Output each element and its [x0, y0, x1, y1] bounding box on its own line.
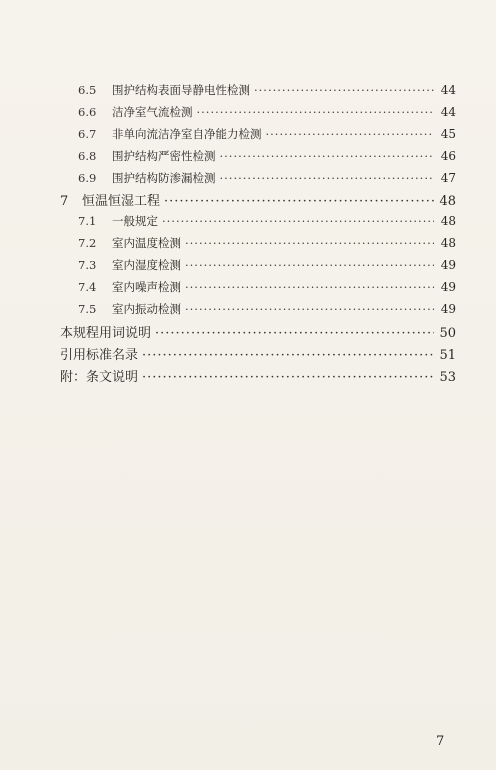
- section-number: 7.3: [78, 258, 97, 272]
- dot-leader: [142, 370, 434, 384]
- page-number: 48: [439, 194, 456, 208]
- dot-leader: [162, 214, 434, 228]
- dot-leader: [220, 149, 435, 163]
- dot-leader: [185, 258, 434, 272]
- toc-entry[interactable]: [78, 170, 456, 186]
- dot-leader: [185, 280, 434, 294]
- page-number: 51: [439, 348, 456, 362]
- dot-leader: [220, 171, 435, 185]
- toc-entry[interactable]: [78, 235, 456, 251]
- section-number: 6.9: [78, 171, 97, 185]
- toc-top-entry[interactable]: [60, 322, 456, 340]
- section-title: 室内噪声检测: [112, 280, 181, 294]
- dot-leader: [197, 105, 435, 119]
- section-number: 7.5: [78, 302, 97, 316]
- page-number: 48: [440, 236, 456, 250]
- dot-leader: [164, 194, 434, 208]
- dot-leader: [254, 83, 434, 97]
- dot-leader: [266, 127, 435, 141]
- page-number: 49: [440, 280, 456, 294]
- toc-entry[interactable]: [78, 257, 456, 273]
- page-number: 45: [440, 127, 456, 141]
- section-number: 7.4: [78, 280, 97, 294]
- toc-chapter-entry[interactable]: [60, 190, 456, 208]
- toc-top-entry[interactable]: [60, 366, 456, 384]
- toc-entry[interactable]: [78, 301, 456, 317]
- toc-entry[interactable]: [78, 104, 456, 120]
- section-title: 非单向流洁净室自净能力检测: [112, 127, 262, 141]
- section-title: 围护结构防渗漏检测: [112, 171, 216, 185]
- toc-entry[interactable]: [78, 148, 456, 164]
- section-title: 室内温度检测: [112, 236, 181, 250]
- section-title: 洁净室气流检测: [112, 105, 193, 119]
- section-number: 6.7: [78, 127, 97, 141]
- page-number: 53: [439, 370, 456, 384]
- section-title: 一般规定: [112, 214, 158, 228]
- page-number: 47: [440, 171, 456, 185]
- section-number: 7.1: [78, 214, 97, 228]
- section-number: 6.6: [78, 105, 97, 119]
- toc-entry[interactable]: [78, 279, 456, 295]
- dot-leader: [185, 236, 434, 250]
- toc-entry[interactable]: [78, 82, 456, 98]
- section-title: 围护结构表面导静电性检测: [112, 83, 250, 97]
- entry-title: 引用标准名录: [60, 348, 139, 362]
- section-title: 室内振动检测: [112, 302, 181, 316]
- dot-leader: [185, 302, 434, 316]
- chapter-number: 7: [60, 194, 69, 208]
- page-number: 44: [440, 105, 456, 119]
- page-number: 49: [440, 258, 456, 272]
- dot-leader: [155, 326, 434, 340]
- toc-top-entry[interactable]: [60, 344, 456, 362]
- page-number: 50: [439, 326, 456, 340]
- folio-page-number: 7: [436, 734, 445, 749]
- section-number: 6.5: [78, 83, 97, 97]
- section-title: 室内湿度检测: [112, 258, 181, 272]
- section-number: 6.8: [78, 149, 97, 163]
- toc-entry[interactable]: [78, 213, 456, 229]
- page-number: 46: [440, 149, 456, 163]
- dot-leader: [142, 348, 434, 362]
- page-number: 44: [440, 83, 456, 97]
- entry-title: 附：条文说明: [60, 370, 139, 384]
- page-number: 49: [440, 302, 456, 316]
- page-number: 48: [440, 214, 456, 228]
- entry-title: 本规程用词说明: [60, 326, 152, 340]
- chapter-title: 恒温恒湿工程: [82, 194, 161, 208]
- section-title: 围护结构严密性检测: [112, 149, 216, 163]
- section-number: 7.2: [78, 236, 97, 250]
- toc-entry[interactable]: [78, 126, 456, 142]
